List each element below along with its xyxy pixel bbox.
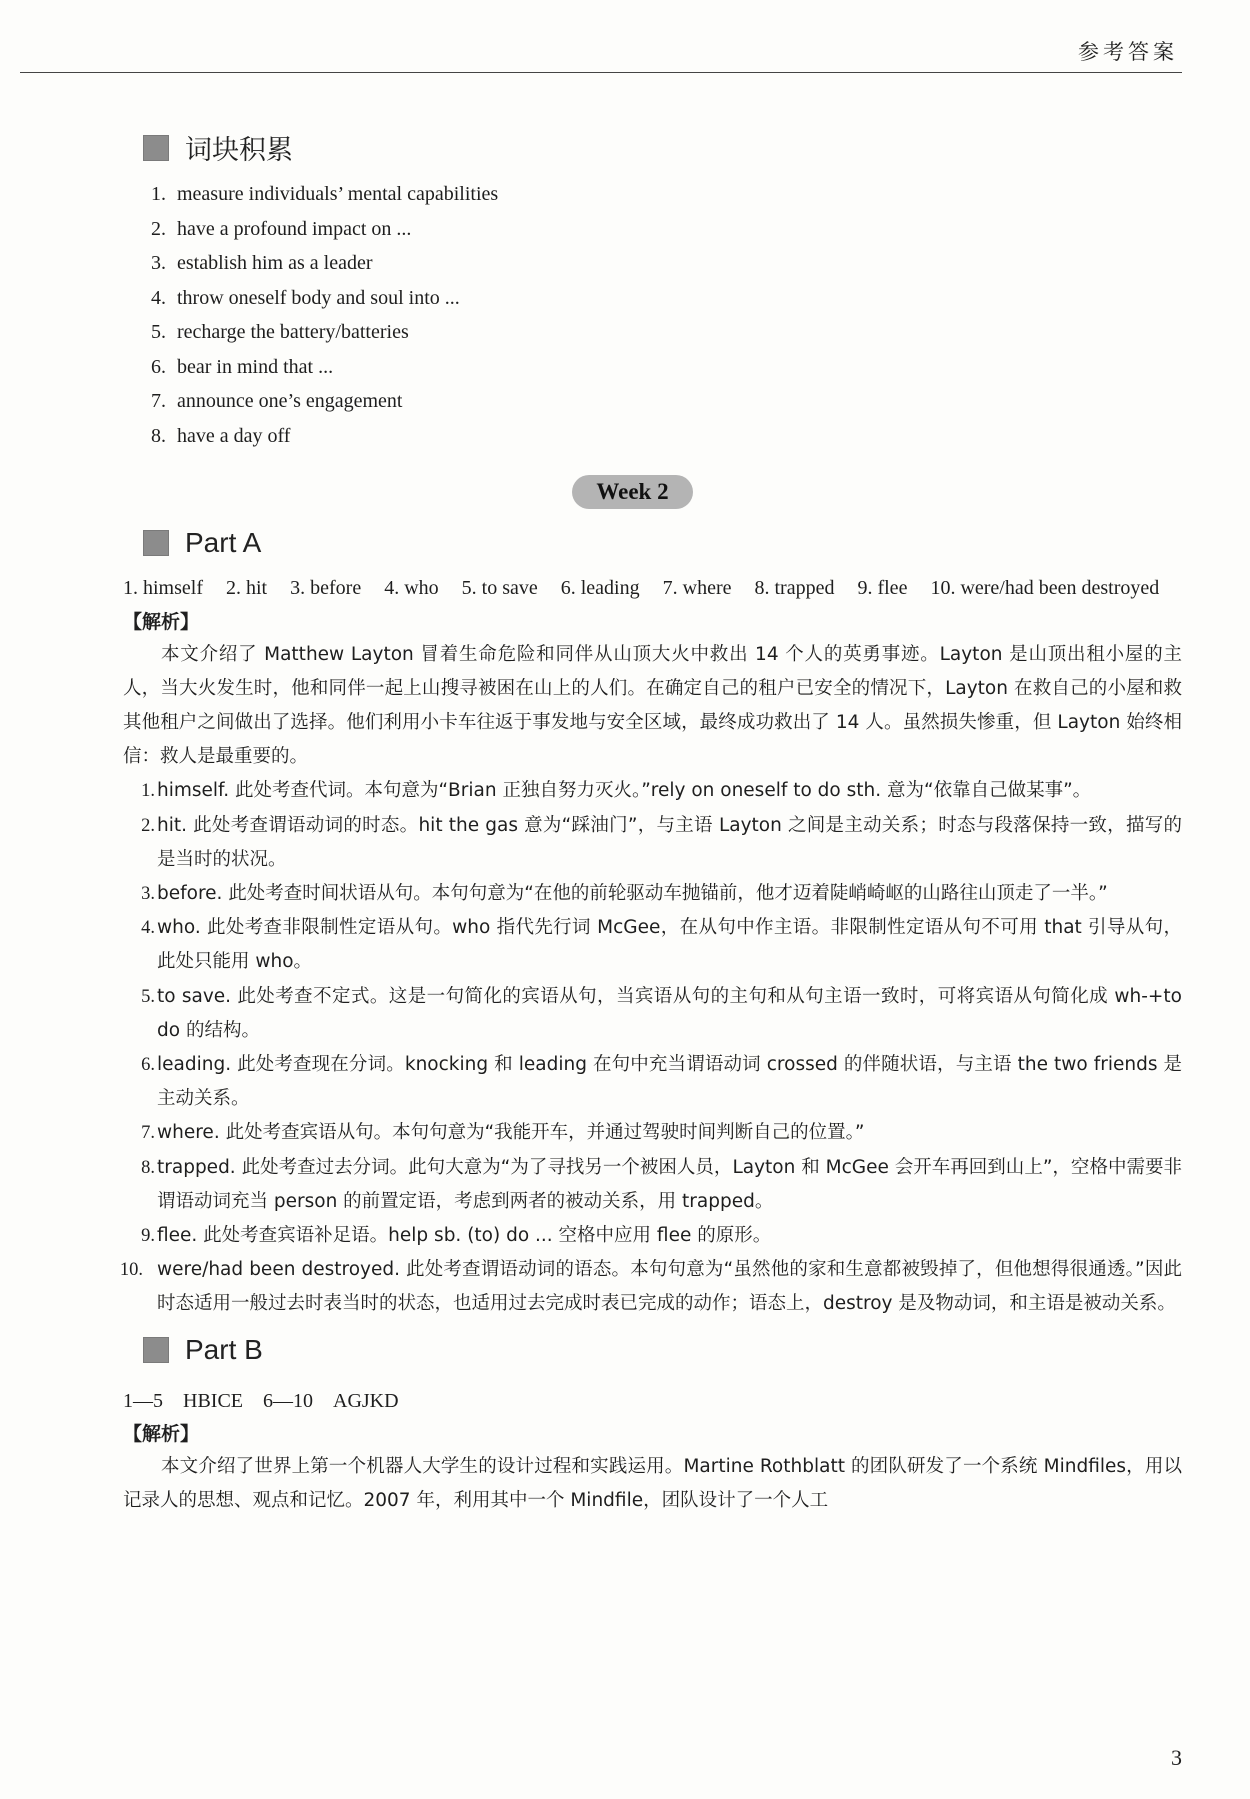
answer-item: 10. were/had been destroyed [930, 577, 1160, 599]
answer-key-part-b: 1—5 HBICE 6—10 AGJKD [123, 1389, 399, 1412]
section-title-phrases: 词块积累 [185, 135, 293, 166]
analysis-summary: 本文介绍了 Matthew Layton 冒着生命危险和同伴从山顶大火中救出 14 个人的英勇事迹。Layton 是山顶出租小屋的主人，当大火发生时，他和同伴一起上山搜寻被困在山上的人们。在确定自己的租户已安全的情况下，Layton 在救自己的小屋和救其他租户之间做出了选择。他们利用小卡车往返于事发地与安全区域，最终成功救出了 14 人。虽然损失惨重，但 Layton 始终相信：救人是最重要的。 [123, 643, 1182, 768]
header-rule [20, 72, 1182, 73]
list-item: 1. measure individuals’ mental capabilities [151, 183, 499, 205]
list-item: 7. where. 此处考查宾语从句。本句句意为“我能开车，并通过驾驶时间判断自己的位置。” [141, 1122, 865, 1144]
square-bullet-icon [143, 135, 169, 161]
section-head-part-b [143, 1334, 1182, 1366]
list-item: 6. bear in mind that ... [151, 355, 334, 378]
answer-item: 1. himself [123, 577, 203, 599]
list-item: 5. to save. 此处考查不定式。这是一句简化的宾语从句，当宾语从句的主句和从句主语一致时，可将宾语从句简化成 wh-+to do 的结构。 [141, 985, 1182, 1041]
section-title-part-b: Part B [185, 1333, 263, 1365]
week-wrap [83, 475, 1182, 509]
list-item: 6. leading. 此处考查现在分词。knocking 和 leading 在句中充当谓语动词 crossed 的伴随状语，与主语 the two friends 是主动关系。 [141, 1053, 1182, 1110]
answer-item: 9. flee [857, 577, 908, 599]
answer-item: 4. who [384, 577, 439, 599]
list-item: 2. hit. 此处考查谓语动词的时态。hit the gas 意为“踩油门”，与主语 Layton 之间是主动关系；时态与段落保持一致，描写的是当时的状况。 [141, 814, 1182, 870]
page-content [119, 128, 1182, 1518]
analysis-label: 【解析】 [123, 610, 200, 633]
square-bullet-icon [143, 1337, 169, 1363]
section-head-part-a [143, 527, 1182, 559]
answer-item: 7. where [662, 577, 732, 599]
list-item: 2. have a profound impact on ... [151, 217, 412, 240]
analysis-label: 【解析】 [123, 1423, 200, 1446]
phrase-list [143, 177, 1182, 453]
list-item: 8. have a day off [151, 424, 291, 447]
answer-item: 8. trapped [754, 577, 835, 599]
header-label: 参考答案 [1078, 40, 1178, 64]
list-item: 4. throw oneself body and soul into ... [151, 286, 460, 309]
answer-item: 2. hit [226, 577, 268, 599]
analysis-summary: 本文介绍了世界上第一个机器人大学生的设计过程和实践运用。Martine Rothblatt 的团队研发了一个系统 Mindfiles，用以记录人的思想、观点和记忆。2007 年，利用其中一个 Mindfile，团队设计了一个人工 [123, 1456, 1182, 1512]
list-item: 8. trapped. 此处考查过去分词。此句大意为“为了寻找另一个被困人员，Layton 和 McGee 会开车再回到山上”，空格中需要非谓语动词充当 person 的前置定语，考虑到两者的被动关系，用 trapped。 [141, 1156, 1182, 1212]
list-item: 1. himself. 此处考查代词。本句意为“Brian 正独自努力灭火。”rely on oneself to do sth. 意为“依靠自己做某事”。 [141, 780, 1092, 802]
answer-item: 3. before [290, 577, 362, 599]
list-item: 9. flee. 此处考查宾语补足语。help sb. (to) do ... 空格中应用 flee 的原形。 [141, 1224, 772, 1246]
list-item: 4. who. 此处考查非限制性定语从句。who 指代先行词 McGee，在从句中作主语。非限制性定语从句不可用 that 引导从句，此处只能用 who。 [141, 917, 1182, 973]
answer-item: 6. leading [560, 577, 640, 599]
answer-key-part-a [123, 571, 1182, 606]
section-head-phrases [143, 128, 1182, 167]
explanation-list [119, 774, 1182, 1321]
section-title-part-a: Part A [185, 527, 262, 558]
list-item: 5. recharge the battery/batteries [151, 321, 409, 343]
answer-item: 5. to save [461, 577, 538, 599]
list-item: 3. establish him as a leader [151, 252, 373, 274]
list-item: 7. announce one’s engagement [151, 390, 403, 412]
square-bullet-icon [143, 530, 169, 556]
list-item: 10. were/had been destroyed. 此处考查谓语动词的语态。本句句意为“虽然他的家和生意都被毁掉了，但他想得很通透。”因此时态适用一般过去时表当时的状态，也适用过去完成时表已完成的动作；语态上，destroy 是及物动词，和主语是被动关系。 [119, 1259, 1182, 1315]
page-number: 3 [1171, 1745, 1182, 1770]
list-item: 3. before. 此处考查时间状语从句。本句句意为“在他的前轮驱动车抛锚前，他才迈着陡峭崎岖的山路往山顶走了一半。” [141, 882, 1108, 904]
week-badge: Week 2 [572, 475, 692, 509]
